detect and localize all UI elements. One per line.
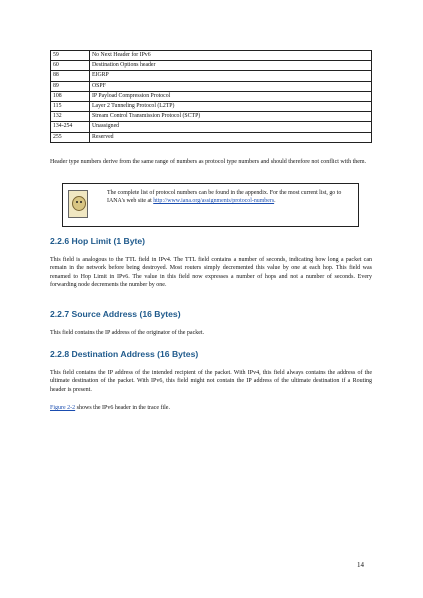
protocol-name-cell: Stream Control Transmission Protocol (SCTP) [90,112,372,122]
table-row [51,81,372,91]
hop-limit-paragraph: This field is analogous to the TTL field in IPv4. The TTL field contains a number of seconds, indicating how long a packet can remain in the network before being destroyed. Most routers simply decremented this value by one at each hop. This field was renamed to Hop Limit in IPv6. The value in this field now expresses a number of hops and not a number of seconds. Every forwarding node decrements the number by one. [50,257,372,288]
intro-paragraph: Header type numbers derive from the same range of numbers as protocol type numbers and should therefore not conflict with them. [50,159,367,165]
source-address-paragraph: This field contains the IP address of the originator of the packet. [50,330,205,336]
table-row [51,132,372,142]
table-row [51,122,372,132]
protocol-name-cell: Unassigned [90,122,372,132]
table-row [51,91,372,101]
protocol-name-cell: No Next Header for IPv6 [90,51,372,61]
table-row [51,102,372,112]
table-row [51,61,372,71]
figure-link[interactable]: Figure 2-2 [50,405,76,411]
note-box [62,183,359,227]
note-icon [68,190,88,218]
protocol-name-cell: Reserved [90,132,372,142]
iana-link[interactable]: http://www.iana.org/assignments/protocol-numbers [153,198,275,204]
note-text-before: The complete list of protocol numbers can be found in the appendix. For the most current list, go to IANA's web site at [107,190,342,204]
table-row [51,51,372,61]
protocol-name-cell: Destination Options header [90,61,372,71]
protocol-name-cell: IP Payload Compression Protocol [90,91,372,101]
protocol-name-cell: Layer 2 Tunneling Protocol (L2TP) [90,102,372,112]
page-number: 14 [357,561,364,569]
note-text-after: . [274,198,276,204]
table-row [51,112,372,122]
protocol-number-cell: 108 [51,91,90,101]
heading-destination-address: 2.2.8 Destination Address (16 Bytes) [50,349,199,359]
protocol-number-cell: 60 [51,61,90,71]
protocol-number-cell: 134-254 [51,122,90,132]
protocol-number-table [50,50,372,143]
protocol-number-cell: 59 [51,51,90,61]
figure-reference-text: shows the IPv6 header in the trace file. [75,405,170,411]
protocol-name-cell: EIGRP [90,71,372,81]
figure-reference [50,404,372,412]
heading-source-address: 2.2.7 Source Address (16 Bytes) [50,309,181,319]
destination-address-paragraph: This field contains the IP address of the intended recipient of the packet. With IPv4, this field always contains the address of the ultimate destination of the packet. With IPv6, this field might not contain the IP address of the ultimate destination if a Routing header is present. [50,370,372,393]
protocol-number-cell: 115 [51,102,90,112]
protocol-number-cell: 88 [51,71,90,81]
protocol-number-cell: 132 [51,112,90,122]
protocol-number-cell: 89 [51,81,90,91]
protocol-number-cell: 255 [51,132,90,142]
heading-hop-limit: 2.2.6 Hop Limit (1 Byte) [50,236,146,246]
note-text [107,189,355,205]
protocol-name-cell: OSPF [90,81,372,91]
table-row [51,71,372,81]
